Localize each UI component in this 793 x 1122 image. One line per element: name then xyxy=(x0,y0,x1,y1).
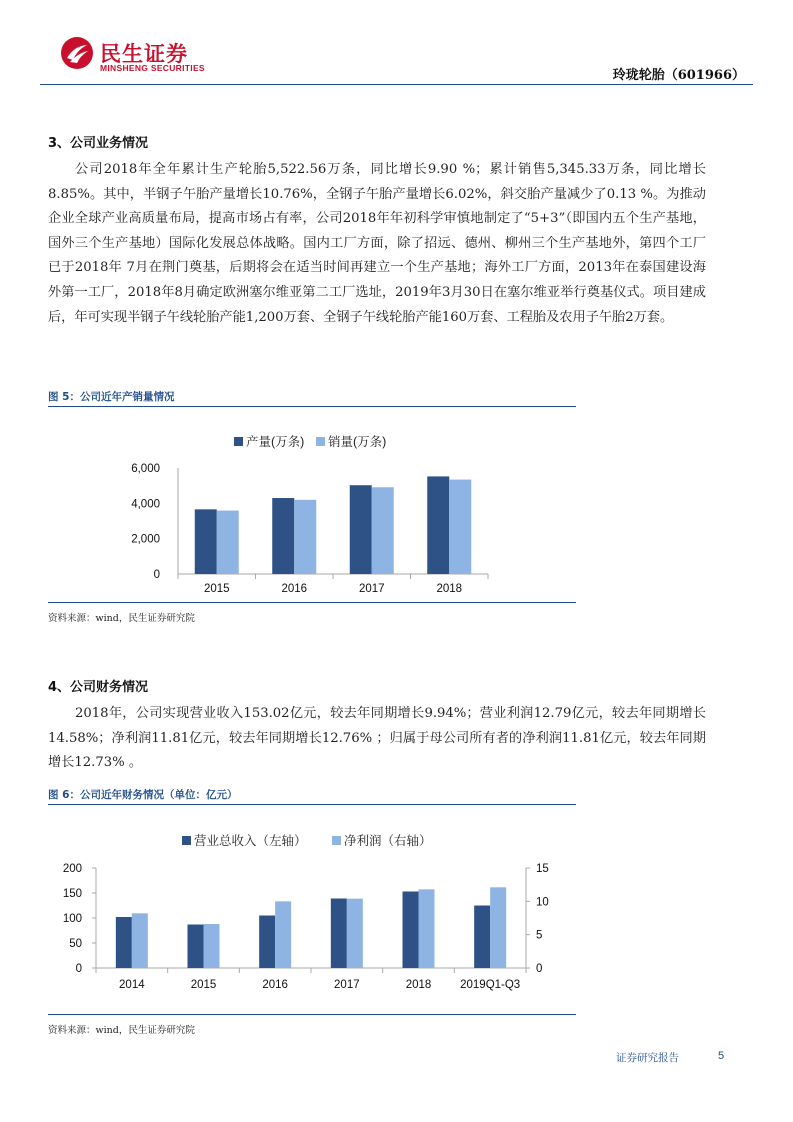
y-tick-label: 4,000 xyxy=(131,498,160,511)
figure-6-title: 图 6：公司近年财务情况（单位：亿元） xyxy=(48,789,238,801)
y-left-tick-label: 200 xyxy=(62,863,82,875)
y-right-tick-label: 10 xyxy=(536,896,549,909)
y-left-tick-label: 150 xyxy=(62,888,82,900)
bar-2019Q1-Q3-revenue xyxy=(474,906,490,969)
x-tick-label: 2014 xyxy=(119,979,145,991)
legend-swatch-1 xyxy=(234,437,243,446)
bar-2016-net-profit xyxy=(275,901,291,968)
x-tick-label: 2018 xyxy=(405,979,432,991)
y-right-tick-label: 0 xyxy=(536,963,543,975)
bar-2017-sales xyxy=(372,487,394,574)
legend-swatch-2 xyxy=(332,836,341,845)
bar-2014-revenue xyxy=(116,917,132,968)
section-3-heading: 3、公司业务情况 xyxy=(48,136,149,151)
minsheng-logo-icon xyxy=(60,36,94,70)
header-divider xyxy=(40,84,753,85)
figure-5-top-rule xyxy=(48,406,576,407)
bar-2019Q1-Q3-net-profit xyxy=(490,887,506,968)
section-3-paragraph: 公司2018年全年累计生产轮胎5,522.56万条，同比增长9.90 %；累计销售5,345.33万条，同比增长8.85%。其中，半钢子午胎产量增长10.76%，全钢子午胎产量增长6.02%，斜交胎产量减少了0.13 %。为推动企业全球产业高质量布局，提高市场占有率，公司2018年年初科学审慎地制定了“5+3”（即国内五个生产基地，国外三个生产基地）国际化发展总体战略。国内工厂方面，除了招远、德州、柳州三个生产基地外，第四个工厂已于2018年 7月在荆门奠基，后期将会在适当时间再建立一个生产基地；海外工厂方面，2013年在泰国建设海外第一工厂，2018年8月确定欧洲塞尔维亚第二工厂选址，2019年3月30日在塞尔维亚举行奠基仪式。项目建成后，年可实现半钢子午线轮胎产能1,200万套、全钢子午线轮胎产能160万套、工程胎及农用子午胎2万套。 xyxy=(48,162,706,325)
bar-2016-revenue xyxy=(259,916,275,969)
figure-5-source: 资料来源：wind，民生证券研究院 xyxy=(48,613,195,624)
legend-label-2: 净利润（右轴） xyxy=(344,834,432,848)
bar-2017-production xyxy=(350,485,372,574)
footer-report-label: 证券研究报告 xyxy=(616,1052,679,1064)
y-tick-label: 0 xyxy=(153,569,160,581)
figure-5-bottom-rule xyxy=(48,602,576,603)
figure-6-top-rule xyxy=(48,804,576,805)
bar-2018-production xyxy=(427,476,449,574)
x-tick-label: 2017 xyxy=(334,979,360,991)
bar-2015-revenue xyxy=(188,925,204,969)
logo-english-name: MINSHENG SECURITIES xyxy=(100,63,205,73)
legend-label-1: 营业总收入（左轴） xyxy=(194,834,307,848)
bar-2014-net-profit xyxy=(132,913,148,968)
bar-2017-net-profit xyxy=(347,899,363,968)
legend-label-2: 销量(万条) xyxy=(328,435,387,449)
y-left-tick-label: 0 xyxy=(75,963,82,975)
bar-2015-net-profit xyxy=(204,924,220,968)
y-left-tick-label: 50 xyxy=(69,938,82,950)
figure-6-source: 资料来源：wind，民生证券研究院 xyxy=(48,1025,195,1036)
y-tick-label: 2,000 xyxy=(131,533,160,546)
x-tick-label: 2015 xyxy=(203,583,230,595)
page-number: 5 xyxy=(718,1050,725,1062)
logo-chinese-name: 民生证券 xyxy=(100,42,188,66)
bar-2018-sales xyxy=(449,480,471,574)
x-tick-label: 2019Q1-Q3 xyxy=(460,979,521,991)
bar-2015-sales xyxy=(217,511,239,574)
x-tick-label: 2015 xyxy=(190,979,217,991)
y-left-tick-label: 100 xyxy=(62,913,82,925)
legend-swatch-1 xyxy=(182,836,191,845)
bar-2017-revenue xyxy=(331,899,347,969)
y-tick-label: 6,000 xyxy=(131,463,160,475)
section-4-heading: 4、公司财务情况 xyxy=(48,680,149,695)
bar-2015-production xyxy=(195,509,217,574)
y-right-tick-label: 15 xyxy=(536,863,549,875)
x-tick-label: 2018 xyxy=(436,583,463,595)
x-tick-label: 2016 xyxy=(281,583,308,595)
production-sales-chart xyxy=(48,408,576,602)
bar-2018-net-profit xyxy=(419,889,435,968)
figure-5-title: 图 5：公司近年产销量情况 xyxy=(48,391,175,403)
section-4-paragraph: 2018年，公司实现营业收入153.02亿元，较去年同期增长9.94%；营业利润12.79亿元，较去年同期增长14.58%；净利润11.81亿元，较去年同期增长12.76% ；归属于母公司所有者的净利润11.81亿元，较去年同期增长12.73% 。 xyxy=(48,706,706,771)
report-company-title: 玲珑轮胎（601966） xyxy=(612,68,745,83)
figure-6-bottom-rule xyxy=(48,1014,576,1015)
legend-label-1: 产量(万条) xyxy=(246,435,305,449)
y-right-tick-label: 5 xyxy=(536,929,543,942)
bar-2016-production xyxy=(272,498,294,574)
legend-swatch-2 xyxy=(316,437,325,446)
x-tick-label: 2017 xyxy=(358,583,385,595)
bar-2016-sales xyxy=(294,500,316,574)
financials-chart xyxy=(48,806,576,1014)
x-tick-label: 2016 xyxy=(262,979,288,991)
bar-2018-revenue xyxy=(403,892,419,969)
